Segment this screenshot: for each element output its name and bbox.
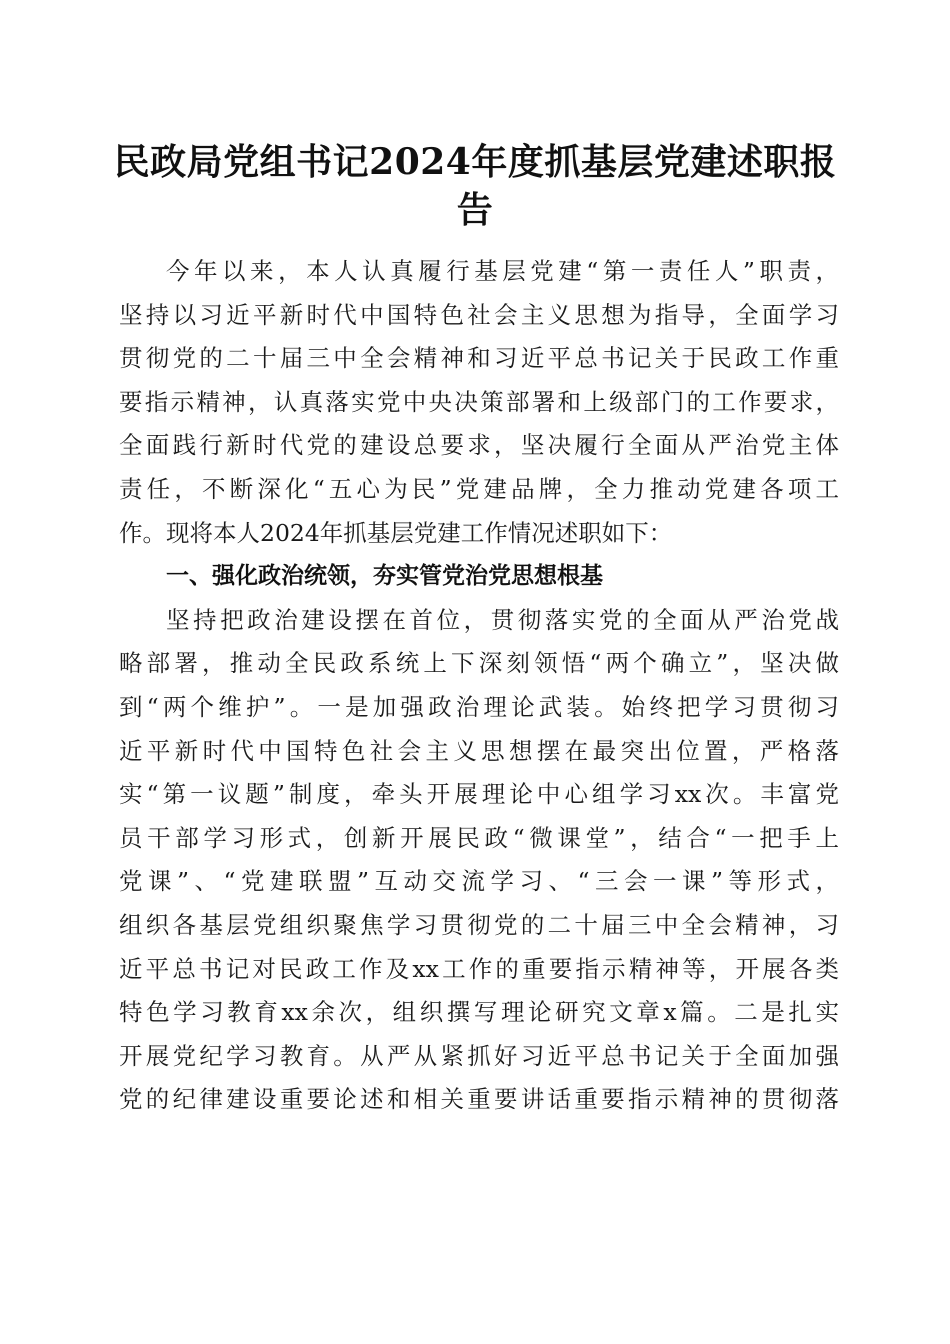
section-1-line: 坚持把政治建设摆在首位，贯彻落实党的全面从严治党战 <box>166 605 839 634</box>
section-1-line: 开展党纪学习教育。从严从紧抓好习近平总书记关于全面加强 <box>119 1041 839 1070</box>
intro-line: 作。现将本人2024年抓基层党建工作情况述职如下： <box>119 518 673 547</box>
section-1-line: 党的纪律建设重要论述和相关重要讲话重要指示精神的贯彻落 <box>119 1085 839 1114</box>
title-line-1: 民政局党组书记2024年度抓基层党建述职报 <box>113 141 837 183</box>
intro-line: 坚持以习近平新时代中国特色社会主义思想为指导，全面学习 <box>119 300 839 329</box>
section-1-line: 组织各基层党组织聚焦学习贯彻党的二十届三中全会精神，习 <box>119 910 839 939</box>
section-1-line: 党课”、“党建联盟”互动交流学习、“三会一课”等形式， <box>119 867 839 896</box>
intro-paragraph <box>119 250 839 555</box>
section-1-line: 近平新时代中国特色社会主义思想摆在最突出位置，严格落 <box>119 736 839 765</box>
document-body <box>119 250 839 1122</box>
section-1-line: 特色学习教育xx余次，组织撰写理论研究文章x篇。二是扎实 <box>119 998 839 1027</box>
intro-line: 责任，不断深化“五心为民”党建品牌，全力推动党建各项工 <box>119 474 839 503</box>
document-title <box>95 138 855 234</box>
title-line-2: 告 <box>456 189 494 231</box>
section-1-line: 略部署，推动全民政系统上下深刻领悟“两个确立”，坚决做 <box>119 649 839 678</box>
section-1-heading: 一、强化政治统领，夯实管党治党思想根基 <box>166 563 603 590</box>
intro-line: 要指示精神，认真落实党中央决策部署和上级部门的工作要求， <box>119 387 839 416</box>
section-1-line: 实“第一议题”制度，牵头开展理论中心组学习xx次。丰富党 <box>119 780 839 809</box>
section-1-line: 近平总书记对民政工作及xx工作的重要指示精神等，开展各类 <box>119 954 839 983</box>
intro-line: 全面践行新时代党的建设总要求，坚决履行全面从严治党主体 <box>119 431 839 460</box>
section-1-line: 到“两个维护”。一是加强政治理论武装。始终把学习贯彻习 <box>119 692 839 721</box>
section-1-paragraph <box>119 599 839 1122</box>
section-1-line: 员干部学习形式，创新开展民政“微课堂”，结合“一把手上 <box>119 823 839 852</box>
intro-line: 今年以来，本人认真履行基层党建“第一责任人”职责， <box>166 257 839 285</box>
intro-line: 贯彻党的二十届三中全会精神和习近平总书记关于民政工作重 <box>119 344 839 373</box>
